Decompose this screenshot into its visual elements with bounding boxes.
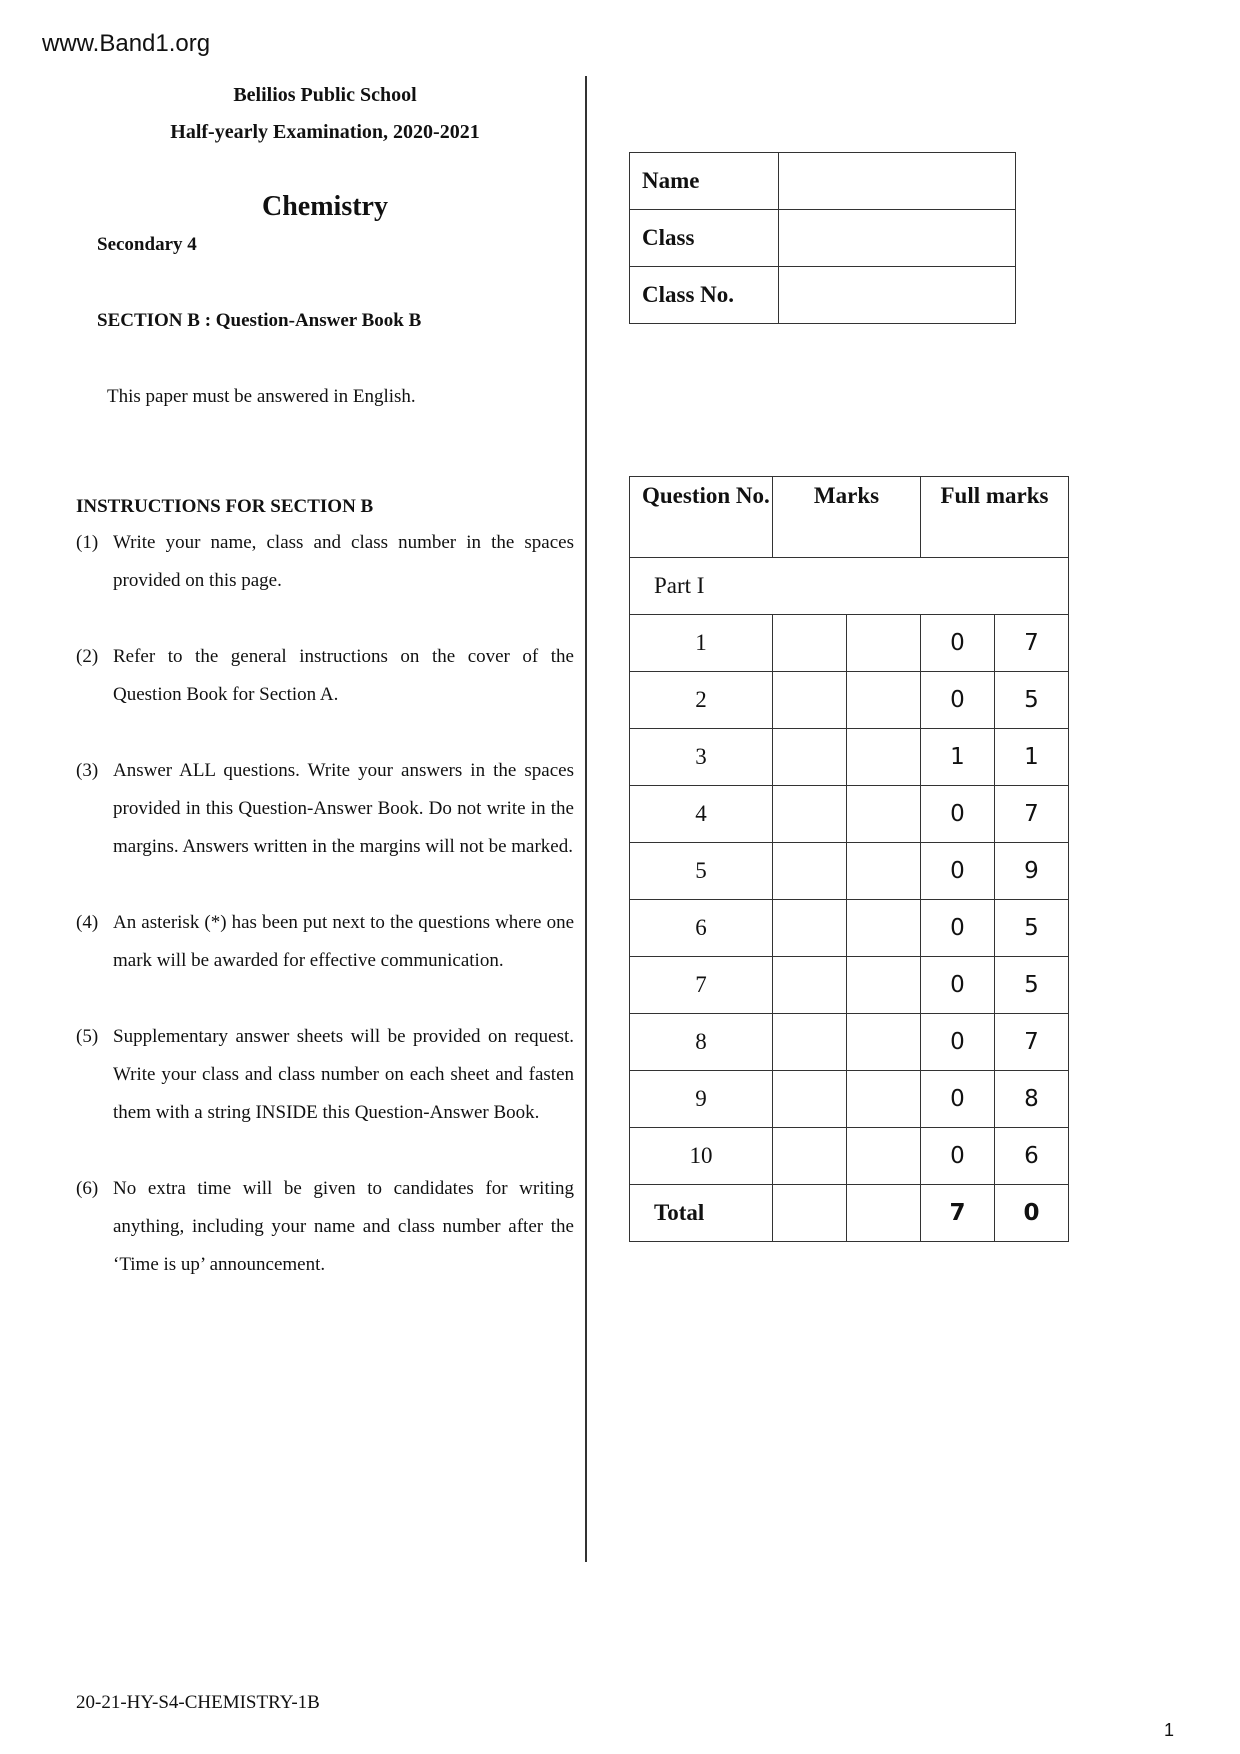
marks-cell[interactable] [773,1128,847,1185]
section-title: SECTION B : Question-Answer Book B [97,310,422,331]
marks-cell[interactable] [847,786,921,843]
instruction-text: Answer ALL questions. Write your answers in the spaces provided in this Question-Answer Book. Do not write in the margins. Answers written in the margins will not be marked. [113,760,574,857]
full-marks-digit: 0 [921,615,995,672]
full-marks-digit: 5 [995,957,1069,1014]
question-number: 10 [630,1128,773,1185]
marks-cell[interactable] [847,843,921,900]
question-number: 7 [630,957,773,1014]
instruction-number: (3) [76,760,99,781]
marks-cell[interactable] [847,1185,921,1242]
question-number: 2 [630,672,773,729]
total-label: Total [630,1185,773,1242]
field-label: Name [630,153,779,210]
marks-cell[interactable] [773,1071,847,1128]
full-marks-digit: 7 [995,615,1069,672]
marks-cell[interactable] [773,843,847,900]
marks-cell[interactable] [773,729,847,786]
table-row [630,843,1069,900]
marks-cell[interactable] [847,1014,921,1071]
header-question: Question No. [630,477,773,558]
full-marks-digit: 0 [921,786,995,843]
instruction-number: (6) [76,1178,99,1199]
question-number: 5 [630,843,773,900]
instruction-item [76,904,574,980]
full-marks-digit: 9 [995,843,1069,900]
full-marks-digit: 0 [921,1071,995,1128]
table-row [630,615,1069,672]
table-row [630,957,1069,1014]
instruction-text: Refer to the general instructions on the cover of the Question Book for Section A. [113,646,574,705]
marks-cell[interactable] [773,615,847,672]
marks-cell[interactable] [773,786,847,843]
marks-cell[interactable] [773,957,847,1014]
marks-cell[interactable] [773,900,847,957]
question-number: 8 [630,1014,773,1071]
marks-cell[interactable] [773,672,847,729]
part-label: Part I [630,558,1069,615]
instructions-heading: INSTRUCTIONS FOR SECTION B [76,496,374,517]
full-marks-digit: 0 [921,900,995,957]
exam-title: Half-yearly Examination, 2020-2021 [170,121,480,143]
full-marks-digit: 6 [995,1128,1069,1185]
total-digit: 0 [995,1185,1069,1242]
table-row [630,729,1069,786]
instruction-text: No extra time will be given to candidates for writing anything, including your name and class number after the ‘Time is up’ announcement. [113,1178,574,1275]
full-marks-digit: 0 [921,1128,995,1185]
question-number: 4 [630,786,773,843]
marks-cell[interactable] [847,1071,921,1128]
full-marks-digit: 7 [995,1014,1069,1071]
level: Secondary 4 [97,234,197,255]
full-marks-digit: 0 [921,672,995,729]
divider [585,76,587,1562]
field-label: Class No. [630,267,779,324]
page-number: 1 [1164,1720,1175,1740]
field-input[interactable] [779,153,1016,210]
instruction-text: An asterisk (*) has been put next to the questions where one mark will be awarded for effective communication. [113,912,574,971]
instruction-item [76,524,574,600]
school-name: Belilios Public School [233,84,417,106]
instruction-number: (4) [76,912,99,933]
field-label: Class [630,210,779,267]
full-marks-digit: 0 [921,843,995,900]
instruction-number: (1) [76,532,99,553]
full-marks-digit: 5 [995,900,1069,957]
table-row [630,900,1069,957]
marks-cell[interactable] [847,672,921,729]
header-full-marks: Full marks [921,477,1069,558]
full-marks-digit: 1 [921,729,995,786]
instruction-number: (2) [76,646,99,667]
table-row [630,1014,1069,1071]
field-input[interactable] [779,267,1016,324]
subject-title: Chemistry [262,191,388,222]
total-digit: 7 [921,1185,995,1242]
instruction-item [76,752,574,866]
question-number: 9 [630,1071,773,1128]
marks-cell[interactable] [773,1185,847,1242]
marks-cell[interactable] [847,729,921,786]
watermark: www.Band1.org [42,30,211,57]
full-marks-digit: 0 [921,1014,995,1071]
field-input[interactable] [779,210,1016,267]
marks-table [629,476,1069,1242]
header-marks: Marks [773,477,921,558]
full-marks-digit: 0 [921,957,995,1014]
instruction-item [76,1170,574,1284]
full-marks-digit: 7 [995,786,1069,843]
table-row [630,786,1069,843]
instruction-item [76,638,574,714]
full-marks-digit: 1 [995,729,1069,786]
table-row [630,1128,1069,1185]
marks-cell[interactable] [847,615,921,672]
instruction-item [76,1018,574,1132]
full-marks-digit: 5 [995,672,1069,729]
question-number: 3 [630,729,773,786]
student-info-table [629,152,1016,324]
table-row [630,672,1069,729]
footer-code: 20-21-HY-S4-CHEMISTRY-1B [76,1692,320,1713]
language-note: This paper must be answered in English. [107,386,416,407]
table-row [630,1071,1069,1128]
full-marks-digit: 8 [995,1071,1069,1128]
marks-cell[interactable] [847,1128,921,1185]
question-number: 6 [630,900,773,957]
marks-cell[interactable] [847,957,921,1014]
instruction-text: Write your name, class and class number in the spaces provided on this page. [113,532,574,591]
marks-cell[interactable] [773,1014,847,1071]
instructions [76,496,574,1322]
instruction-text: Supplementary answer sheets will be provided on request. Write your class and class number on each sheet and fasten them with a string INSIDE this Question-Answer Book. [113,1026,574,1123]
question-number: 1 [630,615,773,672]
instruction-number: (5) [76,1026,99,1047]
marks-cell[interactable] [847,900,921,957]
